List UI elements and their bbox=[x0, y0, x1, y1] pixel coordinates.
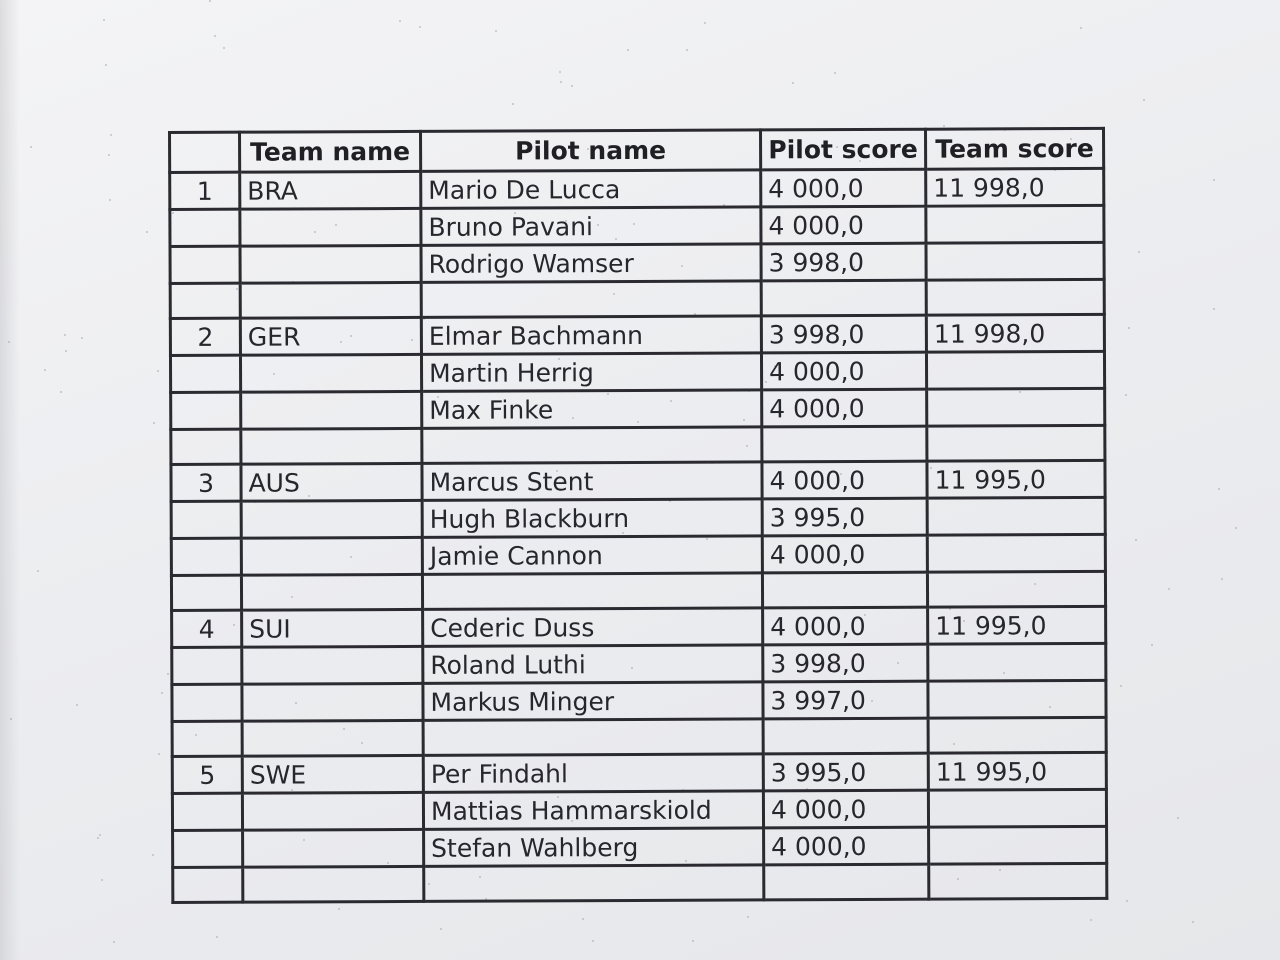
rank-cell bbox=[170, 209, 240, 246]
pilot-name-cell: Cederic Duss bbox=[423, 608, 763, 646]
rank-cell bbox=[171, 392, 241, 429]
paper-speckle bbox=[65, 350, 67, 352]
paper-speckle bbox=[1213, 179, 1215, 181]
header-row bbox=[170, 128, 1104, 172]
rank-cell bbox=[170, 246, 240, 283]
paper-speckle bbox=[223, 47, 225, 49]
empty-cell bbox=[927, 571, 1105, 607]
team-name-cell: SWE bbox=[242, 755, 423, 793]
pilot-score-cell: 4 000,0 bbox=[762, 389, 927, 427]
pilot-name-cell: Martin Herrig bbox=[421, 353, 761, 391]
table-row bbox=[171, 388, 1105, 429]
empty-cell bbox=[928, 717, 1106, 753]
team-score-cell bbox=[928, 643, 1106, 681]
empty-cell bbox=[763, 718, 928, 754]
paper-speckle bbox=[8, 341, 10, 343]
paper-speckle bbox=[1177, 817, 1179, 819]
paper-speckle bbox=[512, 103, 514, 105]
empty-cell bbox=[171, 429, 241, 464]
empty-cell bbox=[173, 867, 243, 902]
empty-cell bbox=[422, 427, 762, 463]
paper-speckle bbox=[747, 916, 749, 918]
table-row bbox=[172, 643, 1106, 684]
table-row bbox=[171, 460, 1105, 501]
rank-cell bbox=[170, 355, 240, 392]
paper-speckle bbox=[1221, 578, 1223, 580]
paper-speckle bbox=[399, 20, 401, 22]
rank-cell: 3 bbox=[171, 464, 241, 501]
table-row bbox=[170, 242, 1104, 283]
empty-cell bbox=[764, 864, 929, 900]
pilot-score-cell: 3 997,0 bbox=[763, 681, 928, 719]
team-score-cell: 11 995,0 bbox=[927, 460, 1105, 498]
rank-cell bbox=[171, 538, 241, 575]
paper-speckle bbox=[152, 854, 154, 856]
pilot-name-cell: Elmar Bachmann bbox=[421, 316, 761, 354]
empty-cell bbox=[929, 863, 1107, 899]
team-score-cell: 11 995,0 bbox=[928, 752, 1106, 790]
spacer-row bbox=[171, 425, 1105, 464]
paper-speckle bbox=[792, 82, 794, 84]
empty-cell bbox=[761, 280, 926, 316]
team-name-cell bbox=[242, 792, 423, 830]
pilot-name-cell: Mario De Lucca bbox=[421, 170, 761, 208]
pilot-name-cell: Roland Luthi bbox=[423, 645, 763, 683]
paper-speckle bbox=[834, 72, 836, 74]
team-score-cell: 11 998,0 bbox=[926, 314, 1104, 352]
rank-cell: 1 bbox=[170, 172, 240, 209]
team-score-cell bbox=[928, 789, 1106, 827]
team-name-cell bbox=[241, 500, 422, 538]
paper-speckle bbox=[153, 422, 155, 424]
paper-speckle bbox=[167, 673, 169, 675]
paper-speckle bbox=[1213, 308, 1215, 310]
paper-speckle bbox=[30, 146, 32, 148]
header-pilot-name: Pilot name bbox=[421, 130, 761, 171]
rank-cell bbox=[171, 501, 241, 538]
pilot-name-cell: Jamie Cannon bbox=[422, 536, 762, 574]
pilot-name-cell: Max Finke bbox=[422, 390, 762, 428]
empty-cell bbox=[171, 575, 241, 610]
pilot-name-cell: Marcus Stent bbox=[422, 462, 762, 500]
empty-cell bbox=[421, 281, 761, 317]
rank-cell: 4 bbox=[172, 610, 242, 647]
table-row bbox=[171, 497, 1105, 538]
paper-speckle bbox=[495, 30, 497, 32]
spacer-row bbox=[171, 571, 1105, 610]
table-row bbox=[172, 789, 1106, 830]
paper-speckle bbox=[44, 369, 46, 371]
pilot-score-cell: 4 000,0 bbox=[761, 352, 926, 390]
team-score-cell bbox=[929, 826, 1107, 864]
paper-speckle bbox=[592, 940, 594, 942]
rank-cell bbox=[173, 830, 243, 867]
team-score-cell bbox=[927, 497, 1105, 535]
team-score-cell bbox=[926, 351, 1104, 389]
paper-speckle bbox=[419, 26, 421, 28]
paper-speckle bbox=[1125, 394, 1127, 396]
paper-speckle bbox=[99, 834, 101, 836]
team-name-cell bbox=[241, 391, 422, 429]
paper-speckle bbox=[214, 35, 216, 37]
table-row bbox=[170, 168, 1104, 209]
empty-cell bbox=[422, 573, 762, 609]
team-name-cell bbox=[240, 354, 421, 392]
pilot-name-cell: Hugh Blackburn bbox=[422, 499, 762, 537]
team-name-cell bbox=[242, 646, 423, 684]
team-name-cell bbox=[240, 208, 421, 246]
team-score-cell bbox=[926, 205, 1104, 243]
empty-cell bbox=[424, 865, 764, 901]
team-score-cell bbox=[927, 534, 1105, 572]
pilot-score-cell: 4 000,0 bbox=[763, 790, 928, 828]
paper-speckle bbox=[113, 941, 115, 943]
empty-cell bbox=[762, 426, 927, 462]
table-row bbox=[173, 826, 1107, 867]
empty-cell bbox=[926, 279, 1104, 315]
paper-speckle bbox=[686, 49, 688, 51]
pilot-score-cell: 4 000,0 bbox=[764, 827, 929, 865]
paper-speckle bbox=[1090, 919, 1092, 921]
header-team-score: Team score bbox=[925, 128, 1103, 169]
spacer-row bbox=[172, 717, 1106, 756]
paper-speckle bbox=[1138, 251, 1140, 253]
team-name-cell bbox=[241, 537, 422, 575]
paper-speckle bbox=[216, 936, 218, 938]
pilot-score-cell: 3 998,0 bbox=[761, 243, 926, 281]
paper-speckle bbox=[81, 337, 83, 339]
table-row bbox=[171, 534, 1105, 575]
paper-speckle bbox=[1143, 99, 1145, 101]
table-row bbox=[170, 314, 1104, 355]
rank-cell bbox=[172, 647, 242, 684]
paper-speckle bbox=[571, 85, 573, 87]
paper-speckle bbox=[97, 837, 99, 839]
spacer-row bbox=[170, 279, 1104, 318]
team-score-cell bbox=[926, 242, 1104, 280]
team-score-cell: 11 995,0 bbox=[928, 606, 1106, 644]
table-row bbox=[172, 606, 1106, 647]
team-score-cell bbox=[927, 388, 1105, 426]
paper-speckle bbox=[1192, 921, 1194, 923]
paper-speckle bbox=[146, 231, 148, 233]
table-row bbox=[172, 752, 1106, 793]
paper-speckle bbox=[10, 718, 12, 720]
paper-speckle bbox=[1168, 588, 1170, 590]
team-score-cell: 11 998,0 bbox=[926, 168, 1104, 206]
paper-speckle bbox=[101, 879, 103, 881]
pilot-score-cell: 4 000,0 bbox=[761, 206, 926, 244]
team-name-cell: AUS bbox=[241, 463, 422, 501]
empty-cell bbox=[243, 866, 424, 902]
empty-cell bbox=[762, 572, 927, 608]
paper-speckle bbox=[1135, 539, 1137, 541]
team-name-cell: BRA bbox=[240, 171, 421, 209]
pilot-score-cell: 3 995,0 bbox=[763, 753, 928, 791]
empty-cell bbox=[172, 721, 242, 756]
paper-speckle bbox=[1120, 685, 1122, 687]
paper-speckle bbox=[105, 64, 107, 66]
paper-speckle bbox=[1128, 327, 1130, 329]
paper-speckle bbox=[1080, 27, 1082, 29]
pilot-name-cell: Per Findahl bbox=[423, 754, 763, 792]
paper-speckle bbox=[559, 71, 561, 73]
pilot-score-cell: 4 000,0 bbox=[761, 169, 926, 207]
team-name-cell bbox=[240, 245, 421, 283]
paper-speckle bbox=[627, 49, 629, 51]
paper-speckle bbox=[76, 704, 78, 706]
table-row bbox=[172, 680, 1106, 721]
pilot-score-cell: 3 995,0 bbox=[762, 498, 927, 536]
table-row bbox=[170, 205, 1104, 246]
pilot-score-cell: 4 000,0 bbox=[763, 607, 928, 645]
rank-cell bbox=[172, 793, 242, 830]
paper-speckle bbox=[158, 753, 160, 755]
sheet-edge-shadow bbox=[0, 0, 20, 960]
empty-cell bbox=[241, 574, 422, 610]
paper-speckle bbox=[692, 940, 694, 942]
header-team-name: Team name bbox=[240, 131, 421, 172]
team-name-cell: GER bbox=[240, 317, 421, 355]
pilot-score-cell: 4 000,0 bbox=[762, 535, 927, 573]
paper-speckle bbox=[110, 134, 112, 136]
header-rank bbox=[170, 132, 240, 172]
paper-speckle bbox=[440, 928, 442, 930]
paper-speckle bbox=[60, 391, 62, 393]
paper-speckle bbox=[209, 0, 211, 2]
paper-speckle bbox=[161, 692, 163, 694]
pilot-name-cell: Markus Minger bbox=[423, 682, 763, 720]
team-results-table bbox=[168, 127, 1108, 904]
paper-speckle bbox=[1218, 488, 1220, 490]
team-name-cell bbox=[242, 683, 423, 721]
rank-cell: 2 bbox=[170, 318, 240, 355]
spacer-row bbox=[173, 863, 1107, 902]
pilot-name-cell: Bruno Pavani bbox=[421, 207, 761, 245]
paper-speckle bbox=[37, 570, 39, 572]
pilot-score-cell: 4 000,0 bbox=[762, 461, 927, 499]
paper-speckle bbox=[157, 370, 159, 372]
paper-speckle bbox=[1126, 900, 1128, 902]
pilot-name-cell: Mattias Hammarskiold bbox=[423, 791, 763, 829]
empty-cell bbox=[423, 719, 763, 755]
paper-speckle bbox=[109, 199, 111, 201]
pilot-name-cell: Rodrigo Wamser bbox=[421, 244, 761, 282]
paper-speckle bbox=[704, 22, 706, 24]
paper-speckle bbox=[103, 19, 105, 21]
empty-cell bbox=[170, 283, 240, 318]
empty-cell bbox=[241, 428, 422, 464]
team-name-cell: SUI bbox=[242, 609, 423, 647]
table-row bbox=[170, 351, 1104, 392]
paper-speckle bbox=[1151, 644, 1153, 646]
paper-speckle bbox=[64, 334, 66, 336]
pilot-score-cell: 3 998,0 bbox=[763, 644, 928, 682]
rank-cell bbox=[172, 684, 242, 721]
team-score-cell bbox=[928, 680, 1106, 718]
empty-cell bbox=[240, 282, 421, 318]
paper-speckle bbox=[1235, 527, 1237, 529]
empty-cell bbox=[242, 720, 423, 756]
pilot-name-cell: Stefan Wahlberg bbox=[424, 828, 764, 866]
header-pilot-score: Pilot score bbox=[761, 129, 926, 170]
paper-speckle bbox=[560, 81, 562, 83]
paper-speckle bbox=[108, 154, 110, 156]
paper-speckle bbox=[338, 908, 340, 910]
pilot-score-cell: 3 998,0 bbox=[761, 315, 926, 353]
rank-cell: 5 bbox=[172, 756, 242, 793]
paper-speckle bbox=[582, 918, 584, 920]
empty-cell bbox=[927, 425, 1105, 461]
team-name-cell bbox=[243, 829, 424, 867]
